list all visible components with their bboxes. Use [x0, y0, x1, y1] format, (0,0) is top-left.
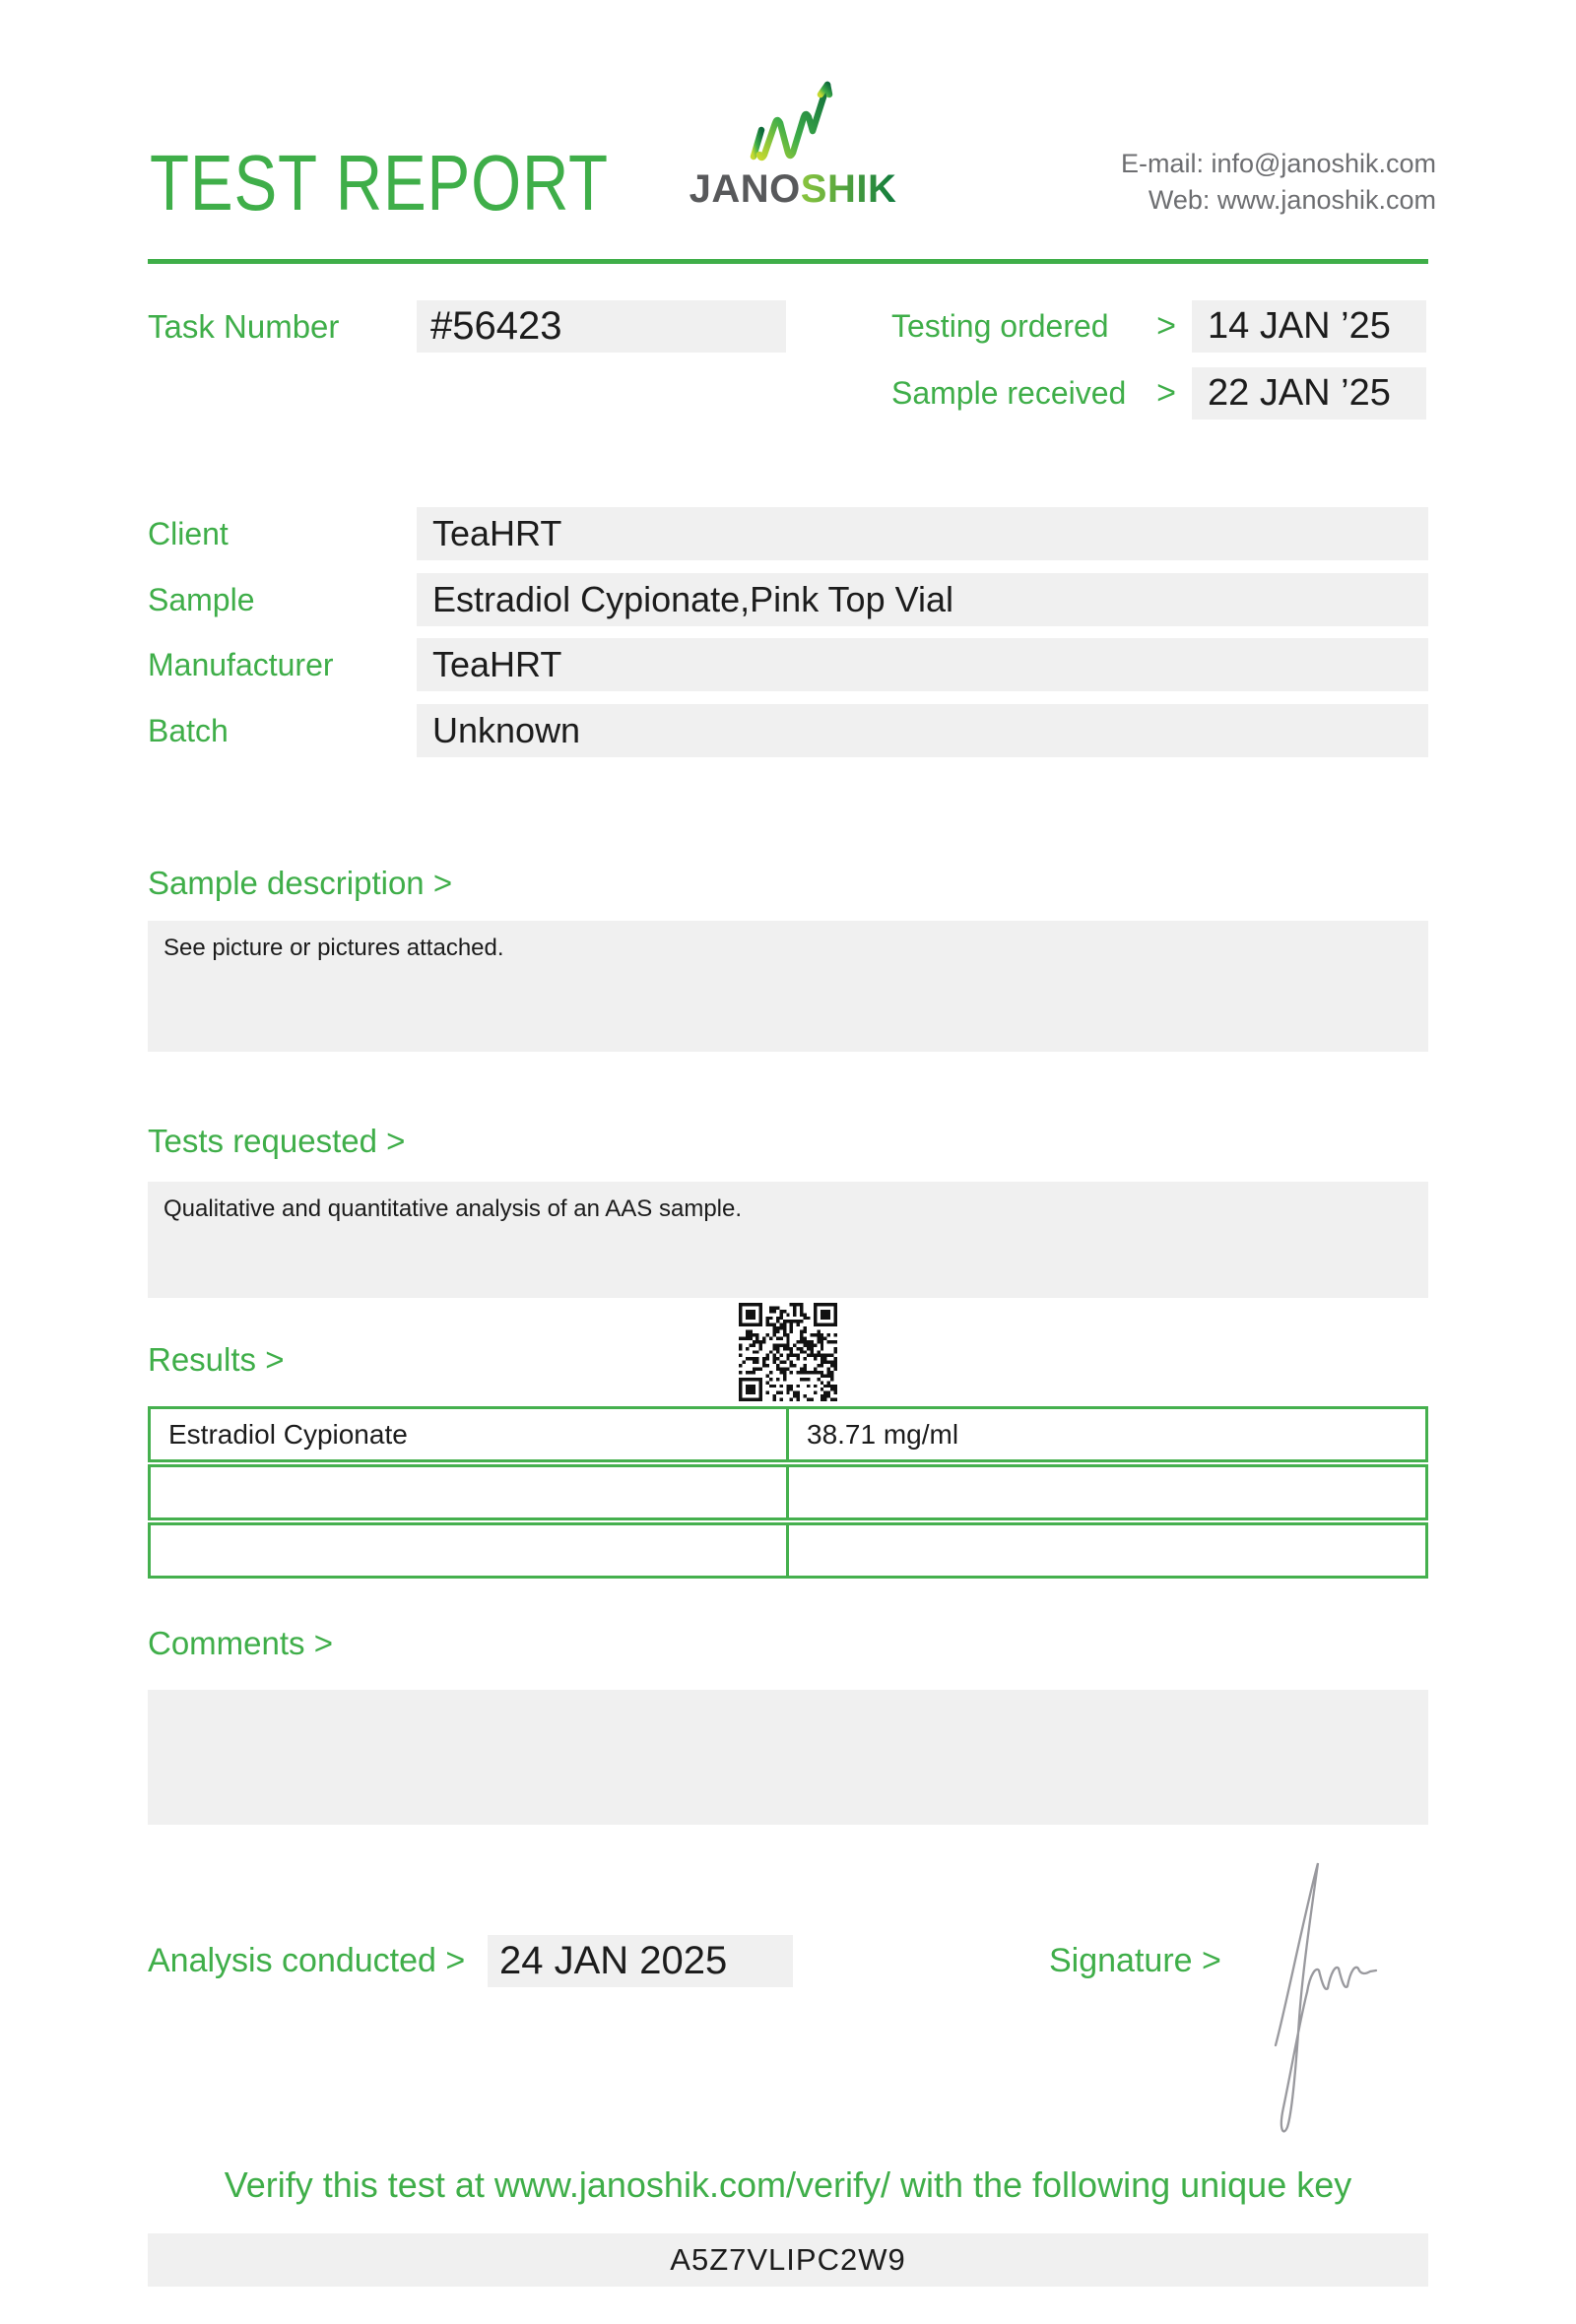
sample-description-box: See picture or pictures attached. [148, 921, 1428, 1052]
task-number-label: Task Number [148, 308, 340, 345]
sample-received-row [891, 367, 1426, 420]
task-number-value: #56423 [430, 304, 562, 348]
client-value: TeaHRT [432, 513, 562, 553]
info-row-batch [148, 704, 1428, 757]
chart-arrow-icon [748, 79, 838, 163]
sample-description-heading: Sample description > [148, 865, 453, 901]
verify-key-value: A5Z7VLIPC2W9 [670, 2242, 906, 2277]
batch-label: Batch [148, 713, 229, 748]
sample-received-label: Sample received [891, 375, 1127, 411]
sample-value: Estradiol Cypionate,Pink Top Vial [432, 579, 953, 619]
chevron-right-icon: > [1156, 374, 1176, 412]
analysis-date-value: 24 JAN 2025 [499, 1939, 728, 1982]
testing-ordered-date: 14 JAN ’25 [1192, 300, 1426, 353]
contact-web: Web: www.janoshik.com [1148, 185, 1436, 215]
client-field [417, 507, 1428, 560]
info-row-client [148, 507, 1428, 560]
signature-image [1251, 1817, 1468, 2152]
table-row [148, 1406, 1428, 1462]
analysis-date-field [488, 1935, 793, 1987]
results-heading: Results > [148, 1341, 285, 1378]
info-row-sample [148, 573, 1428, 626]
result-cell [789, 1467, 1425, 1517]
client-label: Client [148, 516, 229, 551]
contact-email: E-mail: info@janoshik.com [1120, 149, 1436, 178]
janoshik-logo [680, 79, 906, 212]
header-divider-rule [148, 259, 1428, 264]
signature-label: Signature > [1049, 1942, 1221, 1979]
sample-label: Sample [148, 582, 255, 617]
logo-text-jano: JANO [689, 167, 801, 211]
contact-block [1121, 146, 1436, 219]
batch-field [417, 704, 1428, 757]
manufacturer-value: TeaHRT [432, 644, 562, 684]
tests-requested-box: Qualitative and quantitative analysis of an AAS sample. [148, 1182, 1428, 1298]
comments-heading: Comments > [148, 1625, 333, 1661]
analyte-cell [151, 1525, 789, 1576]
analyte-cell [151, 1467, 789, 1517]
analysis-conducted-label: Analysis conducted > [148, 1942, 466, 1979]
info-row-manufacturer [148, 638, 1428, 691]
testing-ordered-label: Testing ordered [891, 308, 1109, 344]
testing-ordered-row [891, 300, 1426, 353]
results-table [148, 1406, 1428, 1581]
verify-text: Verify this test at www.janoshik.com/verify/ with the following unique key [224, 2164, 1352, 2205]
chevron-right-icon: > [1156, 307, 1176, 345]
result-cell [789, 1525, 1425, 1576]
verify-key-field [148, 2233, 1428, 2287]
analyte-cell: Estradiol Cypionate [151, 1409, 789, 1459]
page-title: TEST REPORT [150, 139, 609, 226]
qr-code [739, 1303, 837, 1401]
manufacturer-label: Manufacturer [148, 647, 334, 682]
comments-box [148, 1690, 1428, 1825]
result-cell: 38.71 mg/ml [807, 1419, 959, 1450]
table-row [148, 1464, 1428, 1520]
sample-field [417, 573, 1428, 626]
logo-wordmark [680, 167, 906, 212]
logo-text-shik: SHIK [800, 167, 897, 211]
table-row [148, 1522, 1428, 1579]
task-number-field [417, 300, 786, 353]
manufacturer-field [417, 638, 1428, 691]
batch-value: Unknown [432, 710, 581, 750]
sample-received-date: 22 JAN ’25 [1192, 367, 1426, 420]
tests-requested-heading: Tests requested > [148, 1123, 406, 1159]
